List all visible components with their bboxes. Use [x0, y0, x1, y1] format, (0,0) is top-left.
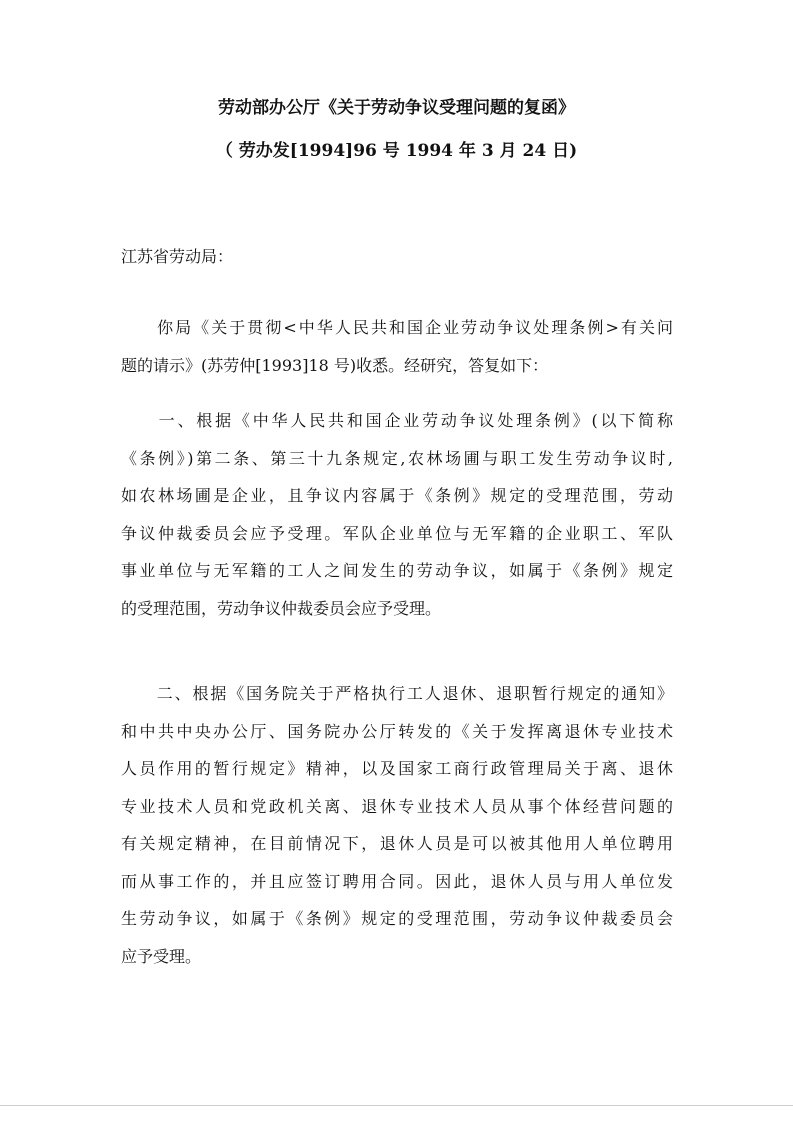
paragraph-line: 生劳动争议，如属于《条例》规定的受理范围，劳动争议仲裁委员会 — [121, 909, 673, 928]
paragraph-line: 《条例》)第二条、第三十九条规定,农林场圃与职工发生劳动争议时, — [121, 448, 673, 468]
page-bottom-divider — [0, 1105, 793, 1106]
paragraph-intro — [121, 309, 673, 384]
paragraph-line: 事业单位与无军籍的工人之间发生的劳动争议，如属于《条例》规定 — [121, 561, 673, 580]
salutation: 江苏省劳动局： — [121, 247, 234, 266]
paragraph-line: 专业技术人员和党政机关离、退休专业技术人员从事个体经营问题的 — [121, 796, 673, 816]
paragraph-point-two — [121, 675, 673, 975]
paragraph-line: 如农林场圃是企业，且争议内容属于《条例》规定的受理范围，劳动 — [121, 486, 673, 505]
paragraph-line: 和中共中央办公厅、国务院办公厅转发的《关于发挥离退休专业技术 — [121, 721, 673, 741]
paragraph-line: 的受理范围，劳动争议仲裁委员会应予受理。 — [121, 598, 442, 618]
document-subtitle: （ 劳办发[1994]96 号 1994 年 3 月 24 日) — [215, 141, 578, 161]
paragraph-line: 有关规定精神，在目前情况下，退休人员是可以被其他用人单位聘用 — [121, 834, 673, 853]
paragraph-line: 二、根据《国务院关于严格执行工人退休、退职暂行规定的通知》 — [121, 684, 673, 703]
paragraph-line: 一、根据《中华人民共和国企业劳动争议处理条例》(以下简称 — [121, 411, 673, 430]
paragraph-line: 应予受理。 — [121, 946, 202, 966]
paragraph-line: 而从事工作的，并且应签订聘用合同。因此，退休人员与用人单位发 — [121, 871, 673, 891]
paragraph-line: 你局《关于贯彻<中华人民共和国企业劳动争议处理条例>有关问 — [121, 318, 673, 337]
paragraph-line: 争议仲裁委员会应予受理。军队企业单位与无军籍的企业职工、军队 — [121, 523, 673, 543]
paragraph-line: 人员作用的暂行规定》精神，以及国家工商行政管理局关于离、退休 — [121, 759, 673, 778]
paragraph-point-one — [121, 402, 673, 627]
paragraph-line: 题的请示》(苏劳仲[1993]18 号)收悉。经研究，答复如下： — [121, 355, 549, 375]
document-title: 劳动部办公厅《关于劳动争议受理问题的复函》 — [218, 98, 575, 118]
